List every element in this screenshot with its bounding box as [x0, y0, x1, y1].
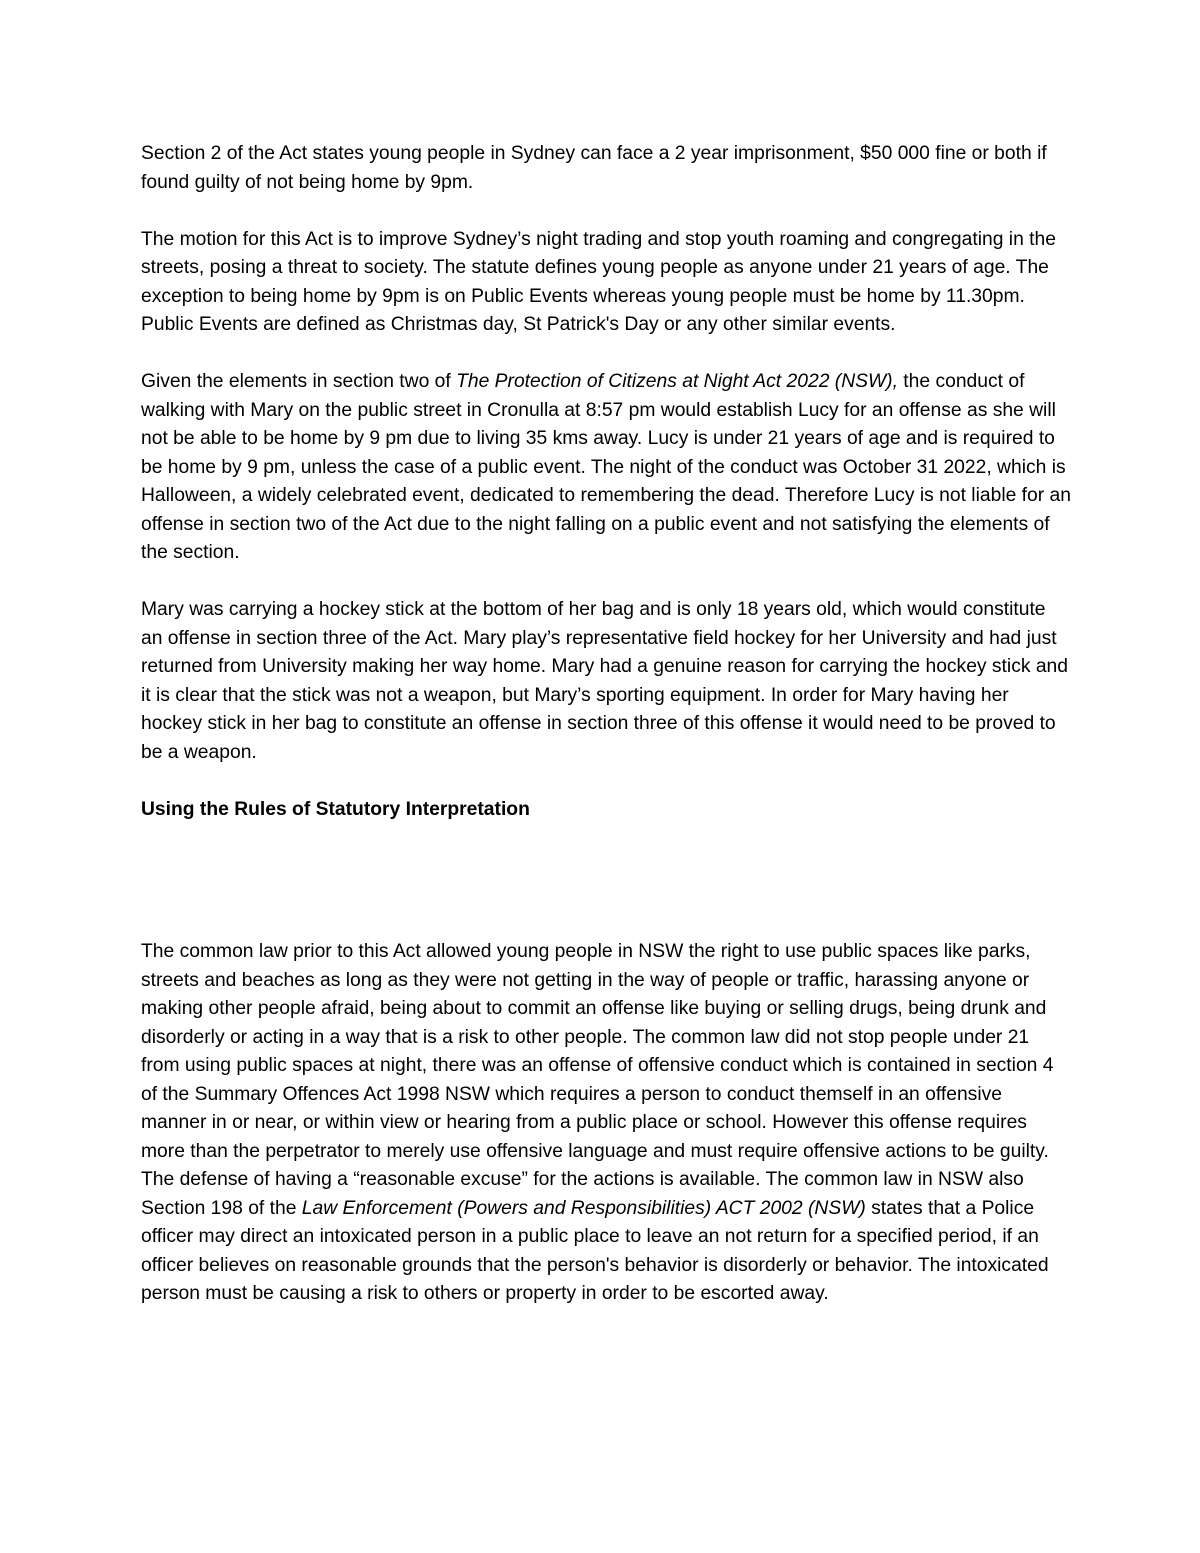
text-run: Given the elements in section two of	[141, 371, 457, 392]
text-run: The common law prior to this Act allowed young people in NSW the right to use public spaces like parks, streets and beaches as long as they were not getting in the way of people or traffic, harassing anyone or making other people afraid, being about to commit an offense like buying or selling drugs, being drunk and disorderly or acting in a way that is a risk to other people. The common law did not stop people under 21 from using public spaces at night, there was an offense of offensive conduct which is contained in section 4 of the Summary Offences Act 1998 NSW which requires a person to conduct themself in an offensive manner in or near, or within view or hearing from a public place or school. However this offense requires more than the perpetrator to merely use offensive language and must require offensive actions to be guilty. The defense of having a “reasonable excuse” for the actions is available. The common law in NSW also Section 198 of the	[141, 941, 1054, 1219]
paragraph-lucy-analysis	[141, 368, 1071, 568]
text-run: states that a Police officer may direct an intoxicated person in a public place to leave an not return for a specified period, if an officer believes on reasonable grounds that the person's behavior is disorderly or behavior. The intoxicated person must be causing a risk to others or property in order to be escorted away.	[141, 1197, 1049, 1304]
paragraph-section-two-penalty: Section 2 of the Act states young people in Sydney can face a 2 year imprisonment, $50 000 fine or both if found guilty of not being home by 9pm.	[141, 143, 1047, 193]
section-heading: Using the Rules of Statutory Interpretation	[141, 798, 530, 820]
blank-space	[141, 824, 1071, 938]
text-run: the conduct of walking with Mary on the public street in Cronulla at 8:57 pm would establish Lucy for an offense as she will not be able to be home by 9 pm due to living 35 kms away. Lucy is under 21 years of age and is required to be home by 9 pm, unless the case of a public event. The night of the conduct was October 31 2022, which is Halloween, a widely celebrated event, dedicated to remembering the dead. Therefore Lucy is not liable for an offense in section two of the Act due to the night falling on a public event and not satisfying the elements of the section.	[141, 371, 1071, 563]
paragraph-common-law	[141, 938, 1071, 1309]
act-title-italic: Law Enforcement (Powers and Responsibilities) ACT 2002 (NSW)	[301, 1197, 866, 1219]
document-page	[141, 140, 1071, 1337]
paragraph-act-motion: The motion for this Act is to improve Sydney’s night trading and stop youth roaming and congregating in the streets, posing a threat to society. The statute defines young people as anyone under 21 years of age. The exception to being home by 9pm is on Public Events whereas young people must be home by 11.30pm. Public Events are defined as Christmas day, St Patrick's Day or any other similar events.	[141, 228, 1056, 335]
act-title-italic: The Protection of Citizens at Night Act 2022 (NSW),	[456, 371, 898, 392]
paragraph-mary-analysis: Mary was carrying a hockey stick at the bottom of her bag and is only 18 years old, which would constitute an offense in section three of the Act. Mary play’s representative field hockey for her University and had just returned from University making her way home. Mary had a genuine reason for carrying the hockey stick and it is clear that the stick was not a weapon, but Mary’s sporting equipment. In order for Mary having her hockey stick in her bag to constitute an offense in section three of this offense it would need to be proved to be a weapon.	[141, 599, 1069, 763]
